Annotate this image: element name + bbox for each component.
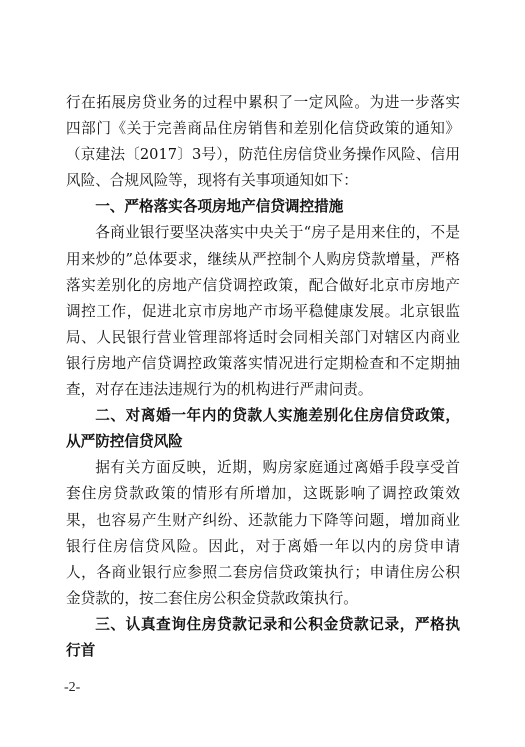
paragraph-intro-continued: 行在拓展房贷业务的过程中累积了一定风险。为进一步落实四部门《关于完善商品住房销售和差别化信贷政策的通知》（京建法〔2017〕3号），防范住房信贷业务操作风险、信用风险、合规风险等，现将有关事项通知如下： [66,94,460,190]
page-number: -2- [64,680,81,695]
document-body [66,90,460,664]
paragraph-section-2: 据有关方面反映，近期，购房家庭通过离婚手段享受首套住房贷款政策的情形有所增加，这既影响了调控政策效果，也容易产生财产纠纷、还款能力下降等问题，增加商业银行住房信贷风险。因此，对于离婚一年以内的房贷申请人，各商业银行应参照二套房信贷政策执行；申请住房公积金贷款的，按二套住房公积金贷款政策执行。 [66,459,460,607]
section-heading-3: 三、认真查询住房贷款记录和公积金贷款记录，严格执行首 [66,615,460,659]
section-heading-1: 一、严格落实各项房地产信贷调控措施 [95,198,344,216]
section-heading-2: 二、对离婚一年内的贷款人实施差别化住房信贷政策，从严防控信贷风险 [66,407,460,451]
paragraph-section-1: 各商业银行要坚决落实中央关于“房子是用来住的，不是用来炒的”总体要求，继续从严控制个人购房贷款增量，严格落实差别化的房地产信贷调控政策，配合做好北京市房地产调控工作，促进北京市房地产市场平稳健康发展。北京银监局、人民银行营业管理部将适时会同相关部门对辖区内商业银行房地产信贷调控政策落实情况进行定期检查和不定期抽查，对存在违法违规行为的机构进行严肃问责。 [66,224,460,399]
